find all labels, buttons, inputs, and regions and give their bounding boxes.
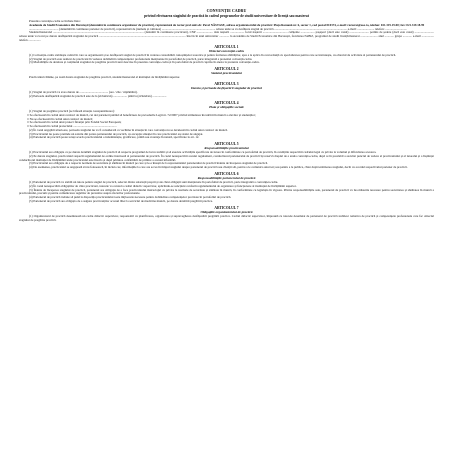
articles-container [19, 45, 434, 223]
checkbox-option: □ Nu se efectuează în cadrul unui contract de muncă; [27, 116, 93, 121]
article-heading: ARTICOLUL 1 [214, 44, 239, 49]
article-paragraph: (1) Convenția-cadru stabilește cadrul în care se organizează și se desfășoară stagiul de practică în vederea consolidării cunoștințelor teoretice și pentru formarea abilităților, spre a le aplica în concordanță cu specializarea pentru care se instruiește, cu obiectul de activitate al partenerului de practică. [29, 52, 397, 57]
article-subheading: Obiectul convenției-cadru [208, 48, 245, 53]
article-heading: ARTICOLUL 6 [214, 171, 239, 176]
article-paragraph: (1) Organizatorul de practică desemnează un cadru didactic supervizor, responsabil cu planificarea, organizarea și supravegherea desfășurării pregătirii practice. Cadrul didactic supervizor, împreună cu tutorele desemnat de partenerul de practică stabilesc tematica de practică și competențele profesionale care fac obiectul stagiului de pregătire practică. [19, 213, 434, 222]
article-subheading: Plata și obligațiile sociale [209, 105, 244, 110]
article-paragraph: (2) Stagiul de practică este realizat de practicant în vederea dobândirii competențelor profesionale menționate în portofoliul de practică, parte integrantă a prezentei convenții-cadru. [29, 56, 253, 61]
article-subheading: Responsabilitățile practicantului [204, 146, 249, 151]
article-paragraph: (2) Perioada desfășurării stagiului de practică este de la (zi/lună/an) .................. până la (zi/lună/an) .................. [29, 94, 167, 99]
article-subheading: Obligațiile organizatorului de practică [200, 209, 253, 214]
article-paragraph: (1) Stagiul de pregătire practică (se bifează situația corespunzătoare): [29, 109, 115, 114]
article-heading: ARTICOLUL 2 [214, 67, 239, 72]
article-heading: ARTICOLUL 7 [214, 205, 239, 210]
article-paragraph: (4) Partenerul de practică trebuie să pună la dispoziția practicantului toate mijloacele necesare pentru dobândirea competențelor precizate în portofoliul de practică. [29, 195, 232, 200]
article-paragraph: (1) Stagiul de practică va avea durata de ..................................... (ore / zile / săptămâni). [29, 90, 138, 95]
document-title: CONVENȚIE CADRU [206, 8, 247, 13]
article-paragraph: (2) În cazul nerespectării obligațiilor de către practicant, tutorele va contacta cadrul didactic supervizor, aplicându-se sancțiuni conform regulamentului de organizare și funcționare al instituției de învățământ superior. [29, 183, 297, 188]
article-paragraph: (3) Modalitățile de derulare și conținutul stagiului de pregătire practică sunt descrise în prezenta convenție-cadru și în portofoliul de practică cuprins în anexa la prezenta convenție-cadru. [29, 60, 260, 65]
article-heading: ARTICOLUL 5 [214, 142, 239, 147]
article-heading: ARTICOLUL 3 [214, 82, 239, 87]
article-paragraph: (4) Partenerul de practică poate totuși acorda practicantului o indemnizație, gratificare, primă sau avantaje în natură, specificate la art. 12. [29, 135, 200, 140]
article-heading: ARTICOLUL 4 [214, 100, 239, 105]
intro-student: Student/masterand ..................................................................................................................... (denumit în continuare practicant), CNP ..................... data nașterii .................. locul nașterii ................................ cetățenie .................. pașaport (dacă este cazul) ......................... permis de ședere (dacă este cazul) ......................... adresa unde va locui pe durata desfășurării stagiului de practică ................................................................................................................ înscris în anul universitar ............. la Academia de Studii Economice din București, facultatea FABIZ, programul de studii licență/masterat ...................... anul ............ grupa ............ e-mail ................ telefon ................ [19, 30, 434, 42]
article-paragraph: (2) Pe durata stagiului, practicantul respectă regulamentul de ordine interioară al partenerului de practică. În cazul nerespectării acestui regulament, conducătorul partenerului de practică își rezervă dreptul de a anula convenția-cadru, după ce în prealabil a ascultat punctul de vedere al practicantului și al tutorelui și a înștiințat conducătorul instituției de învățământ unde practicantul este înscris și după primirea confirmării de primire a acestei informări. [19, 153, 434, 162]
article-paragraph: (3) Practicantul are obligația de a respecta normele de securitate și sănătate în muncă pe care și le-a însușit de la reprezentantul partenerului de practică înainte de începerea stagiului de practică. [29, 161, 268, 166]
checkbox-option: □ Se efectuează în cadrul proiectului ........................................................ [27, 124, 117, 129]
article-paragraph: (2) În cazul angajării ulterioare, perioada stagiului nu va fi considerată ca vechime în situația în care convenția nu se derulează în cadrul unui contract de muncă. [29, 127, 228, 132]
article-paragraph: (5) Partenerul de practică are obligația de a asigura practicanților accesul liber la serviciul de medicina muncii, pe durata derulării pregătirii practice. [29, 198, 213, 203]
intro-line: Prezenta convenție-cadru se încheie între: [29, 19, 81, 24]
article-subheading: Durata și perioada desfășurării stagiului de practică [190, 86, 263, 91]
article-paragraph: (1) Practicantul are obligația ca pe durata derulării stagiului de practică să respecte programul de lucru stabilit și să execute activitățile specificate de tutore în conformitate cu portofoliul de practică, în condițiile respectării cadrului legal cu privire la volumul și dificultatea acestora. [29, 150, 377, 155]
checkbox-option: □ Se efectuează în cadrul unui proiect finanțat prin Fondul Social European; [27, 120, 122, 125]
intro-organizer: Academia de Studii Economice din București (denumită în continuare organizator de practică), reprezentată de rector prof.univ.dr. Pavel NĂSTASE, adresa organizatorului de practică: Piața Romană nr. 6, sector 1, cod postal 010374, e-mail: rectorat@ase.ro, telefon: 021.319.19.00; fax: 021.319.18.99 [29, 22, 425, 27]
checkbox-option: □ Se efectuează în cadrul unui contract de muncă, cei doi parteneri putând să beneficieze de prevederile Legii nr. 72/2007 privind stimularea încadrării în muncă a elevilor și studenților; [27, 112, 256, 117]
article-paragraph: (3) Practicantul nu poate pretinde un salariu din partea partenerului de practică, cu excepția situației în care practicantul are statut de angajat. [29, 131, 204, 136]
article-paragraph: (1) Partenerul de practică va stabili un tutore pentru stagiul de practică, selectat dintre salariații proprii și ale cărui obligații sunt menționate în portofoliul de practică, parte integrantă a convenției-cadru. [29, 180, 279, 185]
article-subheading: Statutul practicantului [211, 71, 242, 76]
article-paragraph: (3) Înainte de începerea stagiului de practică, partenerul are obligația de a face practicantului instructajul cu privire la normele de securitate și sănătate în muncă, în conformitate cu legislația în vigoare. Printre responsabilitățile sale, partenerul de practică va lua măsurile necesare pentru securitatea și sănătatea în muncă a practicantului, precum și pentru comunicarea regulilor de prevenire asupra riscurilor profesionale. [19, 187, 434, 196]
article-subheading: Responsabilitățile partenerului de practică [197, 176, 256, 181]
article-paragraph: (4) De asemenea, practicantul se angajează să nu folosească, în niciun caz, informațiile la care are acces în timpul stagiului despre partenerul de practică sau clienții săi, pentru a le comunica unui terț sau pentru a le publica, chiar după terminarea stagiului, decât cu acordul respectivului partener de practică. [29, 165, 408, 170]
intro-partner: ...................................... (denumită în continuare partener de practică), reprezentată de (numele și calitatea) ..................................................................... adresa unde se va desfășura stagiul de practică .............................................................................................. e-mail: ...................... telefon: ............................ [29, 26, 407, 31]
article-paragraph: Practicantul rămâne, pe toată durata stagiului de pregătire practică, student/masterand al instituției de învățământ superior. [29, 75, 181, 80]
document-subtitle: privind efectuarea stagiului de practică în cadrul programelor de studii universitare de licență sau masterat [144, 13, 309, 18]
